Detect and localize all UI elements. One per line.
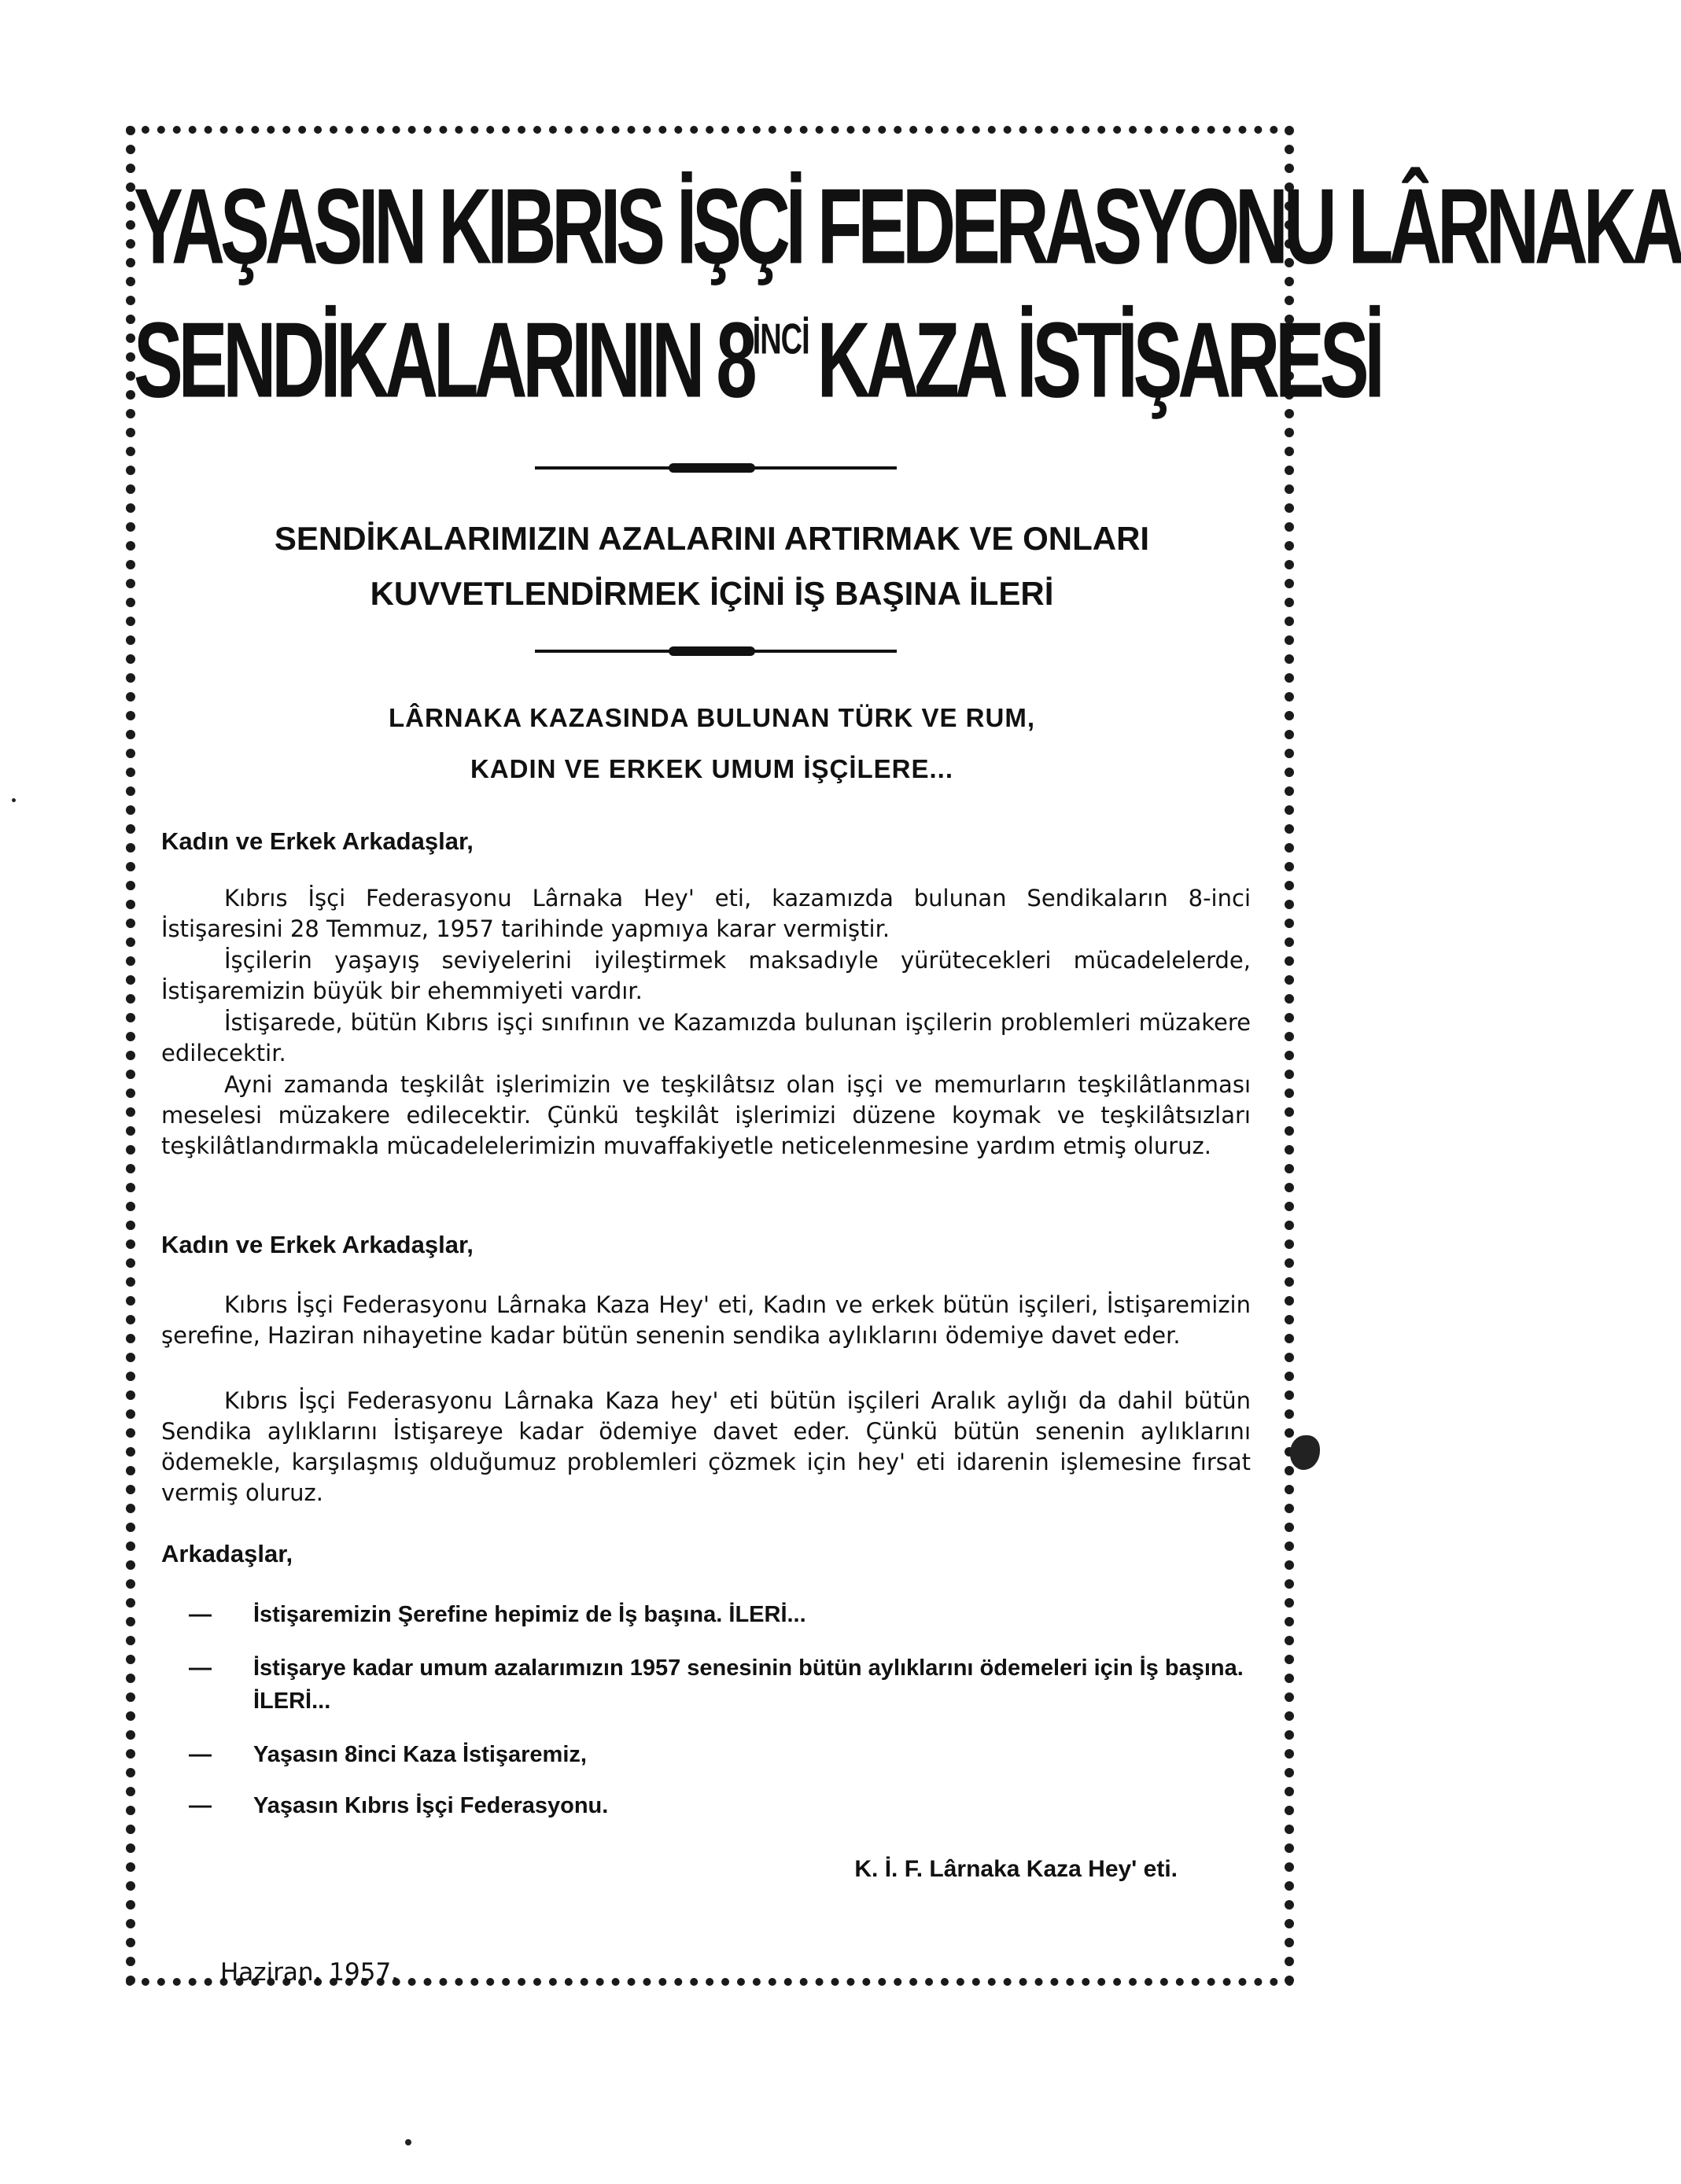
slogan-item <box>189 1652 1251 1718</box>
ink-speck <box>12 798 16 802</box>
salutation-2: Kadın ve Erkek Arkadaşlar, <box>161 1231 474 1258</box>
dash: — <box>189 1602 212 1627</box>
slogan-item <box>189 1598 1251 1631</box>
main-title-line-2 <box>134 300 1381 420</box>
signature: K. İ. F. Lârnaka Kaza Hey' eti. <box>854 1856 1178 1882</box>
slogan-item-text: İstişaremizin Şerefine hepimiz de İş başına. İLERİ... <box>253 1602 806 1627</box>
slogan-item-text: İstişarye kadar umum azalarımızın 1957 senesinin bütün aylıklarını ödemeleri için İş başına. İLERİ... <box>253 1655 1244 1714</box>
dash: — <box>189 1793 212 1818</box>
divider-rule-2-accent <box>669 646 755 656</box>
title-superscript: İNCİ <box>752 315 809 364</box>
ink-blot <box>1290 1435 1320 1470</box>
salutation-1: Kadın ve Erkek Arkadaşlar, <box>161 827 474 855</box>
addressee-block <box>134 692 1290 794</box>
dash: — <box>189 1742 212 1767</box>
paragraph-3: İstişarede, bütün Kıbrıs işçi sınıfının ve Kazamızda bulunan işçilerin problemleri müzakere edilecektir. <box>161 1009 1251 1066</box>
paragraph-1: Kıbrıs İşçi Federasyonu Lârnaka Hey' eti, kazamızda bulunan Sendikaların 8-inci İstişaresini 28 Temmuz, 1957 tarihinde yapmıya karar vermiştir. <box>161 885 1251 942</box>
date: Haziran, 1957. <box>220 1958 400 1987</box>
title-line-2-part-b: KAZA İSTİŞARESİ <box>817 300 1381 420</box>
paragraph-2: İşçilerin yaşayış seviyelerini iyileştirmek maksadıyle yürütecekleri mücadelelerde, İstişaremizin büyük bir ehemmiyeti vardır. <box>161 947 1251 1004</box>
ink-speck <box>405 2139 411 2145</box>
dash: — <box>189 1655 212 1681</box>
paragraph-4: Ayni zamanda teşkilât işlerimizin ve teşkilâtsız olan işçi ve memurların teşkilâtlanması meselesi müzakere edilecektir. Çünkü teşkilât işlerimizi düzene koymak ve teşkilâtsızları teşkilâtlandırmakla mücadelelerimizin muvaffakiyetle neticelenmesine yardım etmiş oluruz. <box>161 1071 1251 1159</box>
addressee-line-2: KADIN VE ERKEK UMUM İŞÇİLERE... <box>470 754 954 783</box>
main-title-line-1: YAŞASIN KIBRIS İŞÇİ FEDERASYONU LÂRNAKA <box>134 166 1681 286</box>
addressee-line-1: LÂRNAKA KAZASINDA BULUNAN TÜRK VE RUM, <box>388 703 1035 732</box>
paragraph-5: Kıbrıs İşçi Federasyonu Lârnaka Kaza Hey' eti, Kadın ve erkek bütün işçileri, İstişaremizin şerefine, Haziran nihayetine kadar bütün senenin sendika aylıklarını ödemiye davet eder. <box>161 1291 1251 1349</box>
title-line-2-part-a: SENDİKALARININ 8 <box>134 300 753 420</box>
divider-rule-1-accent <box>669 463 755 473</box>
slogan-item-text: Yaşasın Kıbrıs İşçi Federasyonu. <box>253 1793 609 1818</box>
slogan-item-text: Yaşasın 8inci Kaza İstişaremiz, <box>253 1742 587 1767</box>
paragraph-6: Kıbrıs İşçi Federasyonu Lârnaka Kaza hey' eti bütün işçileri Aralık aylığı da dahil bütün Sendika aylıklarını İstişareye kadar ödemiye davet eder. Çünkü bütün senenin aylıklarını ödemekle, karşılaşmış olduğumuz problemleri çözmek için hey' eti idarenin işlemesine fırsat vermiş oluruz. <box>161 1387 1251 1506</box>
salutation-3: Arkadaşlar, <box>161 1540 293 1567</box>
slogan-item <box>189 1738 1251 1771</box>
slogan-line-1: SENDİKALARIMIZIN AZALARINI ARTIRMAK VE ONLARI <box>274 520 1150 557</box>
slogan-line-2: KUVVETLENDİRMEK İÇİNİ İŞ BAŞINA İLERİ <box>370 575 1054 612</box>
slogan-item <box>189 1789 1251 1822</box>
slogan-block <box>134 511 1290 621</box>
